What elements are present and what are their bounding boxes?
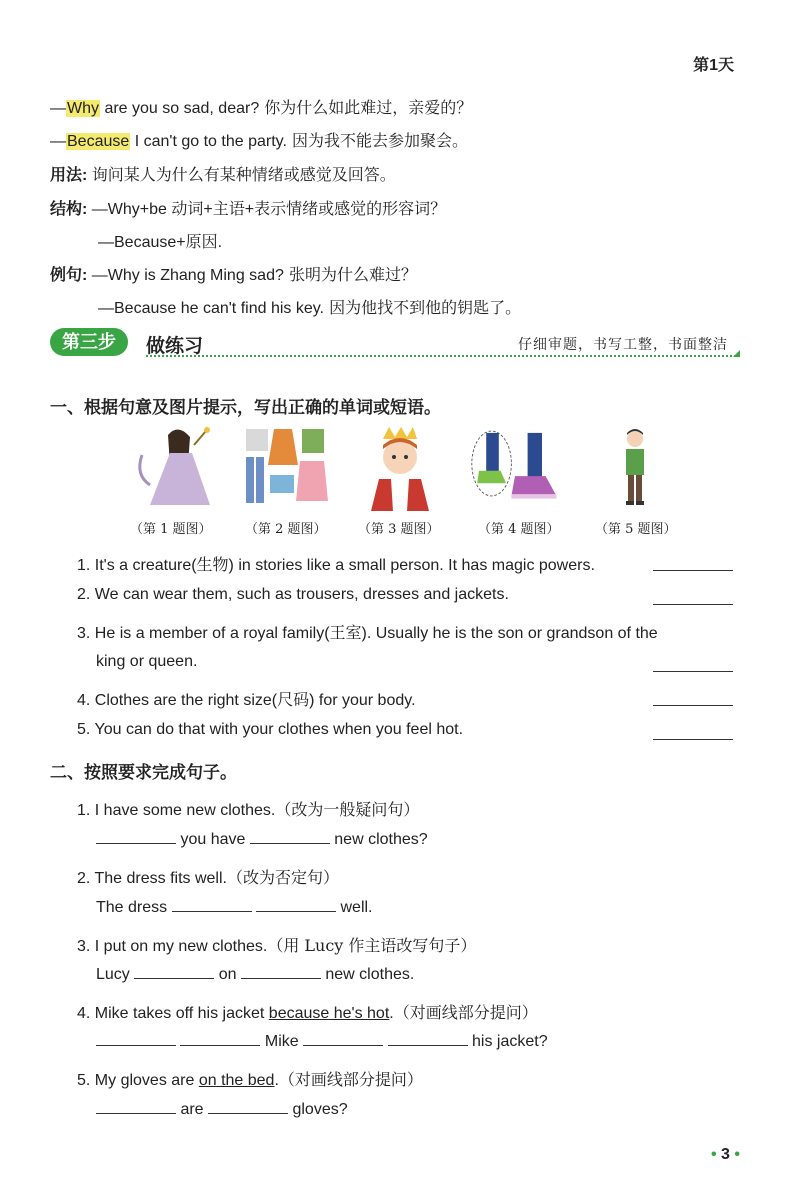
caption-4: （第 4 题图） [478, 522, 560, 537]
section-header [50, 328, 740, 358]
blank-5b[interactable] [208, 1101, 288, 1114]
day-label: 第1天 [693, 57, 734, 74]
prince-illustration-icon [355, 425, 445, 511]
part1-title: 一、根据句意及图片提示，写出正确的单词或短语。 [50, 398, 441, 417]
example-line-1: 例句: —Why is Zhang Ming sad? 张明为什么难过？ [50, 265, 417, 284]
part2-answer-4: Mike his jacket? [96, 1033, 548, 1051]
corner-triangle-icon [733, 350, 740, 357]
blank-2a[interactable] [172, 899, 252, 912]
part2-question-3: 3. I put on my new clothes.（用 Lucy 作主语改写句子） [77, 936, 477, 955]
dot-right-icon: • [734, 1146, 740, 1163]
answer-line-4[interactable] [653, 691, 733, 706]
part1-question-3a: 3. He is a member of a royal family(王室). Usually he is the son or grandson of the [77, 625, 658, 642]
boy-illustration-icon [590, 425, 680, 511]
picture-row [120, 425, 690, 515]
section-tip: 仔细审题，书写工整，书面整洁 [518, 337, 728, 353]
page-number [711, 1146, 740, 1164]
blank-4d[interactable] [388, 1033, 468, 1046]
part2-title: 二、按照要求完成句子。 [50, 763, 237, 782]
blank-3a[interactable] [134, 966, 214, 979]
answer-line-3[interactable] [653, 657, 733, 672]
answer-line-5[interactable] [653, 725, 733, 740]
part2-question-4: 4. Mike takes off his jacket because he's hot.（对画线部分提问） [77, 1003, 538, 1022]
blank-4a[interactable] [96, 1033, 176, 1046]
blank-2b[interactable] [256, 899, 336, 912]
part2-question-5: 5. My gloves are on the bed.（对画线部分提问） [77, 1070, 423, 1089]
dialog-answer: —Because I can't go to the party. 因为我不能去参加聚会。 [50, 131, 468, 150]
part2-answer-1: you have new clothes? [96, 831, 428, 849]
part2-answer-2: The dress well. [96, 899, 373, 916]
blank-4c[interactable] [303, 1033, 383, 1046]
blank-1b[interactable] [250, 831, 330, 844]
blank-5a[interactable] [96, 1101, 176, 1114]
caption-row [120, 518, 700, 538]
section-title: 做练习 [146, 336, 204, 357]
fairy-illustration-icon [130, 425, 220, 511]
blank-4b[interactable] [180, 1033, 260, 1046]
dialog-question: —Why are you so sad, dear? 你为什么如此难过，亲爱的？ [50, 98, 473, 117]
part2-answer-5: are gloves? [96, 1101, 348, 1119]
blank-3b[interactable] [241, 966, 321, 979]
caption-1: （第 1 题图） [130, 522, 212, 537]
caption-5: （第 5 题图） [595, 522, 677, 537]
answer-line-2[interactable] [653, 590, 733, 605]
structure-line-1: 结构: —Why+be 动词+主语+表示情绪或感觉的形容词？ [50, 201, 447, 218]
part1-question-1: 1. It's a creature(生物) in stories like a small person. It has magic powers. [77, 557, 595, 574]
structure-line-2: —Because+原因. [98, 234, 223, 251]
clothes-illustration-icon [240, 425, 330, 511]
part2-answer-3: Lucy on new clothes. [96, 966, 415, 983]
part1-question-2: 2. We can wear them, such as trousers, dresses and jackets. [77, 586, 509, 603]
section-divider [146, 355, 740, 357]
caption-3: （第 3 题图） [358, 522, 440, 537]
page-number-value: 3 [721, 1146, 730, 1163]
usage-line: 用法: 询问某人为什么有某种情绪或感觉及回答。 [50, 167, 396, 184]
part1-question-3b: king or queen. [96, 653, 198, 670]
step-badge: 第三步 [50, 328, 128, 356]
part1-question-5: 5. You can do that with your clothes when you feel hot. [77, 721, 464, 738]
blank-1a[interactable] [96, 831, 176, 844]
example-line-2: —Because he can't find his key. 因为他找不到他的钥匙了。 [98, 298, 522, 317]
dot-left-icon: • [710, 1146, 717, 1163]
part2-question-1: 1. I have some new clothes.（改为一般疑问句） [77, 800, 420, 819]
part1-question-4: 4. Clothes are the right size(尺码) for your body. [77, 692, 416, 709]
caption-2: （第 2 题图） [245, 522, 327, 537]
part2-question-2: 2. The dress fits well.（改为否定句） [77, 868, 339, 887]
answer-line-1[interactable] [653, 556, 733, 571]
shoes-illustration-icon [470, 425, 560, 511]
